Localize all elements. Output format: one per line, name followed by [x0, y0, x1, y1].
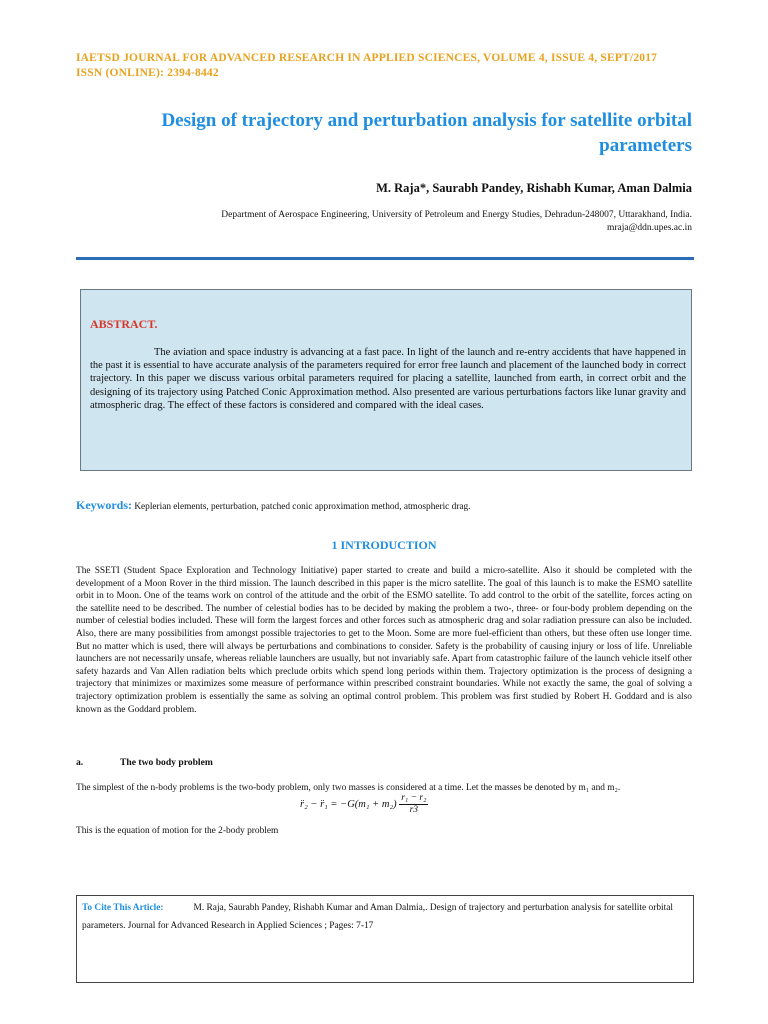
equation-lhs: r̈₂ − r̈₁ = −G(m₁ + m₂) [300, 798, 397, 810]
issn-line: ISSN (ONLINE): 2394-8442 [76, 67, 219, 79]
keywords-label: Keywords: [76, 498, 132, 512]
affiliation-block [76, 209, 692, 235]
journal-header [76, 51, 716, 81]
subsection-letter: a. [76, 757, 84, 768]
abstract-label: ABSTRACT. [90, 317, 158, 331]
citation-text [82, 899, 692, 935]
equation-numerator: r₁ − r₂ [401, 793, 427, 803]
author-email: mraja@ddn.upes.ac.in [607, 223, 692, 233]
equation-two-body [300, 793, 428, 816]
equation-caption: This is the equation of motion for the 2-body problem [76, 826, 279, 836]
abstract-body: The aviation and space industry is advancing at a fast pace. In light of the launch and re-entry accidents that have happened in the past it is essential to have accurate analysis of the parameters required for error free launch and placement of the launched body in correct trajectory. In this paper we discuss various orbital parameters required for placing a satellite, launched from earth, in correct orbit and the designing of its trajectory using Patched Conic Approximation method. Also presented are various perturbations factors like lunar gravity and atmospheric drag. The effect of these factors is considered and compared with the ideal cases. [90, 347, 686, 411]
introduction-text: The SSETI (Student Space Exploration and Technology Initiative) paper started to create and build a micro-satellite. Also it should be completed with the development of a Moon Rover in the third mission. The launch described in this paper is the micro satellite. The goal of this launch is to make the ESMO satellite orbit in to Moon. One of the teams work on control of the attitude and the orbit of the ESMO satellite. To add control to the orbit of the satellite, forces acting on the satellite need to be described. The number of celestial bodies has to be decided by making the problem a two-, three- or four-body problem depending on the number of celestial bodies included. These will form the largest forces and other forces such as atmospheric drag and solar radiation pressure can also be included. Also, there are many possibilities from amongst possible trajectories to get to the Moon. Some are more fuel-efficient than others, but these often use longer time. But no matter which is used, there will always be perturbations and combinations to consider. Safety is the probability of causing injury or loss of life. Unreliable launchers are not necessarily unsafe, whereas reliable launchers are usually, but not invariably safe. Apart from catastrophic failure of the launch vehicle itself other safety hazards and Van Allen radiation belts which preclude orbits which spend long periods within them. Trajectory optimization is the process of designing a trajectory that minimizes or maximizes some measure of performance within prescribed constraint boundaries. While not exactly the same, the goal of solving a trajectory optimization problem is essentially the same as solving an optimal control problem. This problem was first studied by Robert H. Goddard and is also known as the Goddard problem. [76, 566, 692, 715]
equation-fraction [399, 793, 428, 816]
keywords-text: Keplerian elements, perturbation, patched conic approximation method, atmospheric drag. [134, 502, 471, 512]
keywords-line [76, 498, 692, 513]
abstract-text [90, 346, 686, 412]
subsection-heading [76, 757, 213, 768]
affiliation: Department of Aerospace Engineering, University of Petroleum and Energy Studies, Dehradun-248007, Uttarakhand, India. [221, 210, 692, 220]
subsection-text: The simplest of the n-body problems is the two-body problem, only two masses is considered at a time. Let the masses be denoted by m₁ and m₂. [76, 783, 621, 793]
header-divider [76, 257, 694, 260]
author-list: M. Raja*, Saurabh Pandey, Rishabh Kumar, Aman Dalmia [376, 181, 692, 195]
equation-denominator: r3 [409, 805, 419, 815]
journal-line: IAETSD JOURNAL FOR ADVANCED RESEARCH IN APPLIED SCIENCES, VOLUME 4, ISSUE 4, SEPT/2017 [76, 52, 658, 64]
citation-body: M. Raja, Saurabh Pandey, Rishabh Kumar and Aman Dalmia,. Design of trajectory and perturbation analysis for satellite orbital parameters. Journal for Advanced Research in Applied Sciences ; Pages: 7-17 [82, 903, 673, 931]
subsection-title: The two body problem [120, 757, 213, 768]
section-heading-introduction: 1 INTRODUCTION [331, 538, 437, 552]
paper-title: Design of trajectory and perturbation analysis for satellite orbital parameters [161, 110, 692, 156]
citation-label: To Cite This Article: [82, 903, 164, 913]
